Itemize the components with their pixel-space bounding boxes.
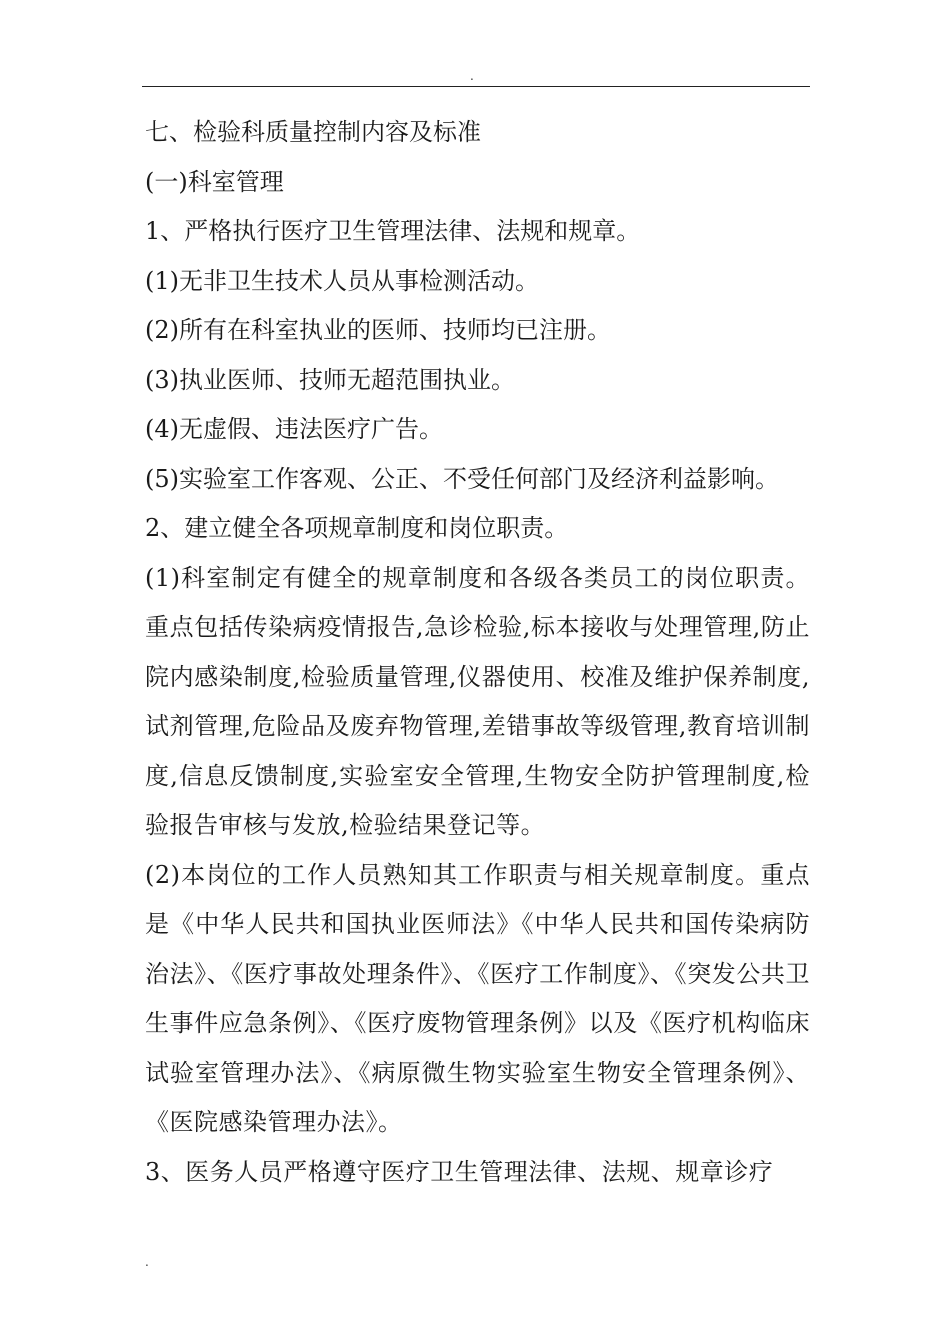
header-rule	[142, 86, 810, 87]
list-item: (1)无非卫生技术人员从事检测活动。	[145, 266, 539, 295]
paragraph: (2)本岗位的工作人员熟知其工作职责与相关规章制度。重点是《中华人民共和国执业医师法》《中华人民共和国传染病防治法》、《医疗事故处理条件》、《医疗工作制度》、《突发公共卫生事件应急条例》、《医疗废物管理条例》以及《医疗机构临床试验室管理办法》、《病原微生物实验室生物安全管理条例》、《医院感染管理办法》。	[145, 860, 810, 1136]
paragraph: 3、医务人员严格遵守医疗卫生管理法律、法规、规章诊疗	[145, 1157, 774, 1186]
header-mark: .	[470, 69, 474, 83]
footer-mark: .	[145, 1255, 149, 1269]
document-body	[145, 108, 810, 1197]
item-heading: 2、建立健全各项规章制度和岗位职责。	[145, 514, 569, 542]
list-item: (3)执业医师、技师无超范围执业。	[145, 365, 515, 394]
subsection-heading: (一)科室管理	[145, 167, 284, 196]
list-item: (5)实验室工作客观、公正、不受任何部门及经济利益影响。	[145, 464, 779, 493]
list-item: (4)无虚假、违法医疗广告。	[145, 415, 443, 443]
list-item: (2)所有在科室执业的医师、技师均已注册。	[145, 316, 611, 344]
section-title: 七、检验科质量控制内容及标准	[145, 118, 481, 146]
paragraph: (1)科室制定有健全的规章制度和各级各类员工的岗位职责。重点包括传染病疫情报告,急诊检验,标本接收与处理管理,防止院内感染制度,检验质量管理,仪器使用、校准及维护保养制度,试剂管理,危险品及废弃物管理,差错事故等级管理,教育培训制度,信息反馈制度,实验室安全管理,生物安全防护管理制度,检验报告审核与发放,检验结果登记等。	[145, 563, 810, 839]
item-heading: 1、严格执行医疗卫生管理法律、法规和规章。	[145, 217, 641, 245]
